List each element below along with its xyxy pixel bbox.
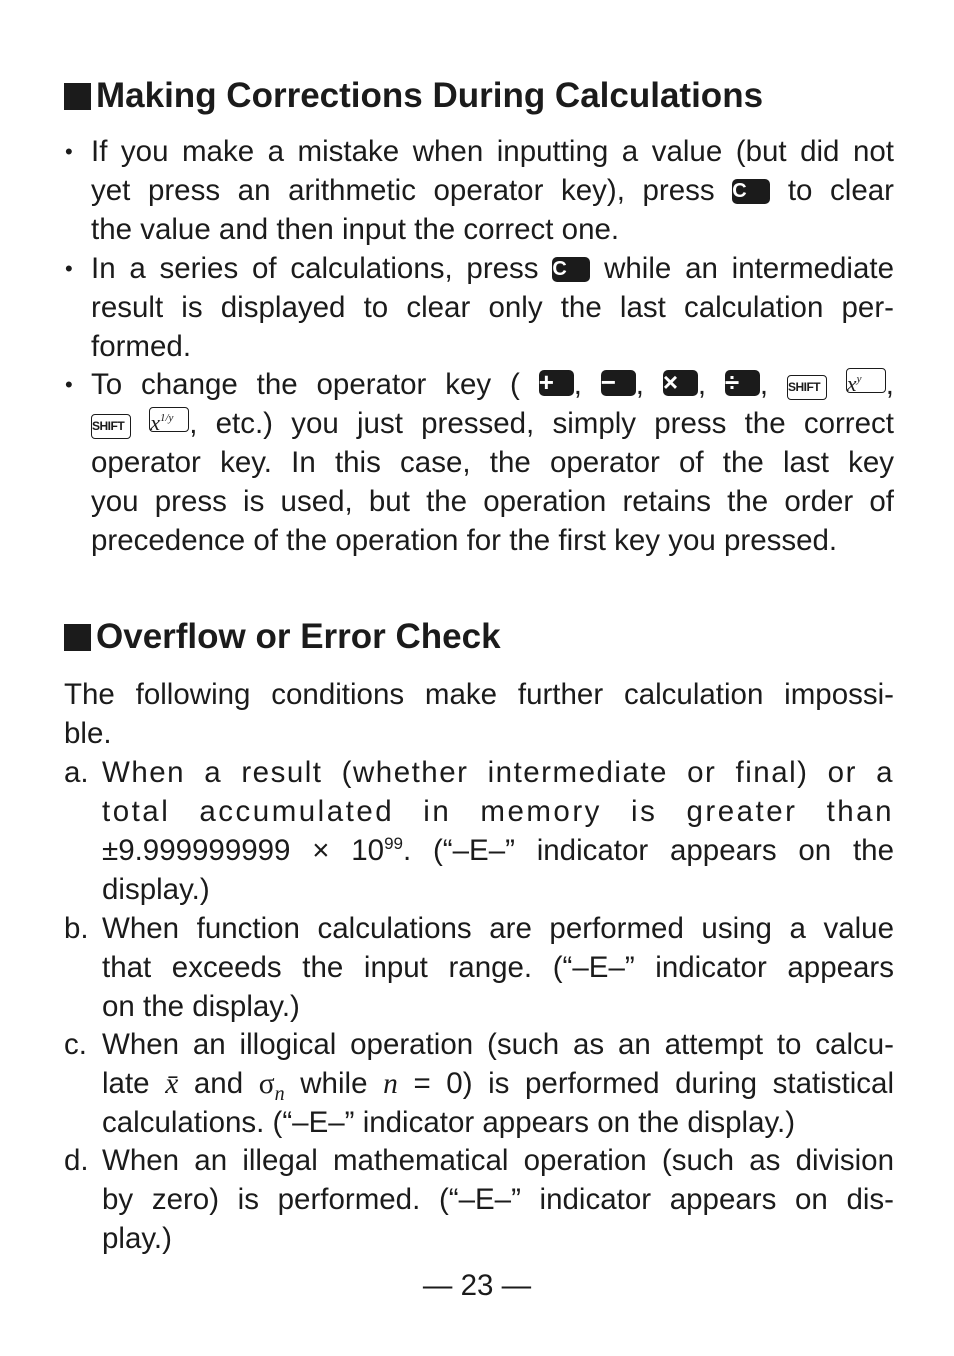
key-base: x <box>150 410 160 435</box>
bullet3-line1 <box>91 367 894 403</box>
x-bar-symbol: x̄ <box>165 1068 179 1100</box>
item-a-line4: display.) <box>102 873 210 906</box>
item-label-a: a. <box>64 756 89 789</box>
item-b-line3: on the display.) <box>102 990 300 1023</box>
intro-line1: The following conditions make further calculation impossi- <box>64 678 894 711</box>
n-symbol: n <box>383 1068 398 1100</box>
bullet1-line1: If you make a mistake when inputting a value (but did not <box>91 135 894 168</box>
intro-line2: ble. <box>64 717 112 750</box>
item-a-line3 <box>102 833 894 869</box>
item-label-c: c. <box>64 1028 87 1061</box>
item-b-line2: that exceeds the input range. (“–E–” indicator appears <box>102 951 894 984</box>
item-a-line2: total accumulated in memory is greater than <box>102 795 894 828</box>
c-key-icon: C <box>732 179 770 204</box>
section-heading-corrections <box>64 76 763 116</box>
divide-key-icon: ÷ <box>725 370 760 396</box>
item-d-line3: play.) <box>102 1222 172 1255</box>
bullet2-line2: result is displayed to clear only the last calculation per- <box>91 291 894 324</box>
item-c-line1: When an illogical operation (such as an attempt to calcu- <box>102 1028 894 1061</box>
item-c-text-b: and <box>193 1067 244 1100</box>
bullet2-line1 <box>91 251 894 287</box>
bullet2-text-a: In a series of calculations, press <box>91 252 539 285</box>
item-label-d: d. <box>64 1144 89 1177</box>
separator: , <box>759 368 769 401</box>
bullet3-line4: you press is used, but the operation retains the order of <box>91 485 894 518</box>
bullet3-text-b: , etc.) you just pressed, simply press the correct <box>189 407 894 440</box>
bullet2-line3: formed. <box>91 330 192 363</box>
heading-square-icon <box>64 83 91 110</box>
page-number: — 23 — <box>422 1269 532 1302</box>
x-power-y-key-icon <box>846 368 886 396</box>
item-c-line3: calculations. (“–E–” indicator appears on the display.) <box>102 1106 796 1139</box>
item-b-line1: When function calculations are performed using a value <box>102 912 894 945</box>
separator: , <box>573 368 582 401</box>
item-a-text-a: ±9.999999999 × 10 <box>102 834 385 867</box>
plus-key-icon: + <box>539 370 574 396</box>
times-key-icon: × <box>663 370 698 396</box>
item-a-line1: When a result (whether intermediate or final) or a <box>102 756 894 789</box>
bullet1-line3: the value and then input the correct one. <box>91 213 620 246</box>
sigma-n-symbol <box>258 1067 285 1105</box>
sigma: σ <box>258 1068 275 1100</box>
heading-square-icon <box>64 624 91 651</box>
heading-text: Overflow or Error Check <box>96 617 501 656</box>
shift-key-icon: SHIFT <box>787 375 827 400</box>
bullet-icon: • <box>65 372 73 397</box>
separator: , <box>885 368 894 401</box>
bullet2-text-b: while an intermediate <box>604 252 894 285</box>
sigma-sub: n <box>274 1082 285 1105</box>
bullet1-text-a: yet press an arithmetic operator key), press <box>91 174 715 207</box>
separator: , <box>635 368 644 401</box>
bullet3-line3: operator key. In this case, the operator of the last key <box>91 446 894 479</box>
shift-key-icon: SHIFT <box>91 414 131 439</box>
bullet3-line2 <box>91 406 894 442</box>
heading-text: Making Corrections During Calculations <box>96 76 764 115</box>
item-c-text-a: late <box>102 1067 150 1100</box>
key-sup: 1/y <box>159 412 174 424</box>
bullet-icon: • <box>65 139 73 164</box>
bullet1-line2 <box>91 173 894 209</box>
item-a-text-b: . (“–E–” indicator appears on the <box>402 834 894 867</box>
key-base: x <box>846 371 857 396</box>
item-d-line2: by zero) is performed. (“–E–” indicator appears on dis- <box>102 1183 894 1216</box>
bullet-icon: • <box>65 256 73 281</box>
section-heading-overflow <box>64 617 501 657</box>
separator: , <box>697 368 707 401</box>
item-d-line1: When an illegal mathematical operation (such as division <box>102 1144 894 1177</box>
key-sup: y <box>856 373 862 385</box>
item-label-b: b. <box>64 912 89 945</box>
minus-key-icon: − <box>601 370 636 396</box>
bullet1-text-b: to clear <box>787 174 894 207</box>
exponent: 99 <box>384 834 403 853</box>
item-c-text-c: while <box>300 1067 368 1100</box>
c-key-icon: C <box>552 257 590 282</box>
item-c-text-d: = 0) is performed during statistical <box>413 1067 894 1100</box>
x-root-y-key-icon <box>149 407 189 435</box>
bullet3-line5: precedence of the operation for the first key you pressed. <box>91 524 838 557</box>
bullet3-text-a: To change the operator key ( <box>91 368 520 401</box>
